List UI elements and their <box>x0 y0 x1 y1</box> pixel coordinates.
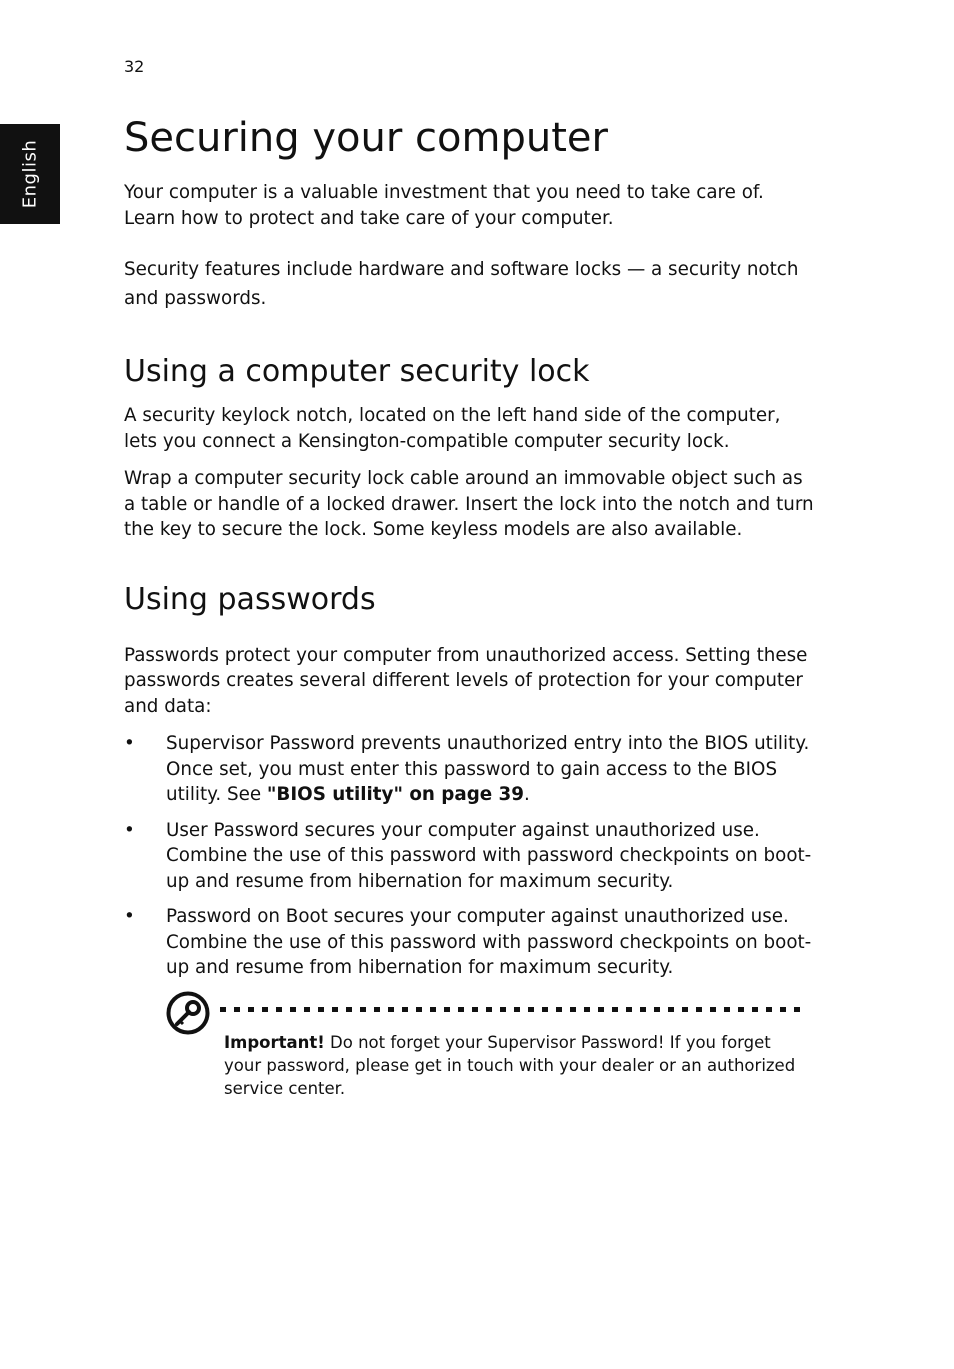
list-item <box>124 731 814 808</box>
password-list <box>124 731 814 981</box>
list-item-text: User Password secures your computer against unauthorized use. Combine the use of this password with password checkpoints on boot-up and resume from hibernation for maximum security. <box>166 819 812 892</box>
list-item-text: Supervisor Password prevents unauthorized entry into the BIOS utility. Once set, you must enter this password to gain access to the BIOS utility. See <box>166 733 810 805</box>
section-heading-security-lock: Using a computer security lock <box>124 354 590 389</box>
list-item <box>124 904 814 981</box>
note-body: Do not forget your Supervisor Password! If you forget your password, please get in touch with your dealer or an authorized service center. <box>224 1032 796 1098</box>
intro-paragraph: Your computer is a valuable investment that you need to take care of. Learn how to protect and take care of your computer. <box>124 182 764 229</box>
lock-paragraph: A security keylock notch, located on the left hand side of the computer, lets you connect a Kensington-compatible computer security lock. <box>124 405 781 452</box>
bios-utility-link[interactable]: "BIOS utility" on page 39 <box>266 784 524 805</box>
intro-paragraph: Security features include hardware and software locks — a security notch and passwords. <box>124 259 799 309</box>
dotted-separator <box>220 1007 804 1012</box>
section-heading-passwords: Using passwords <box>124 581 376 617</box>
list-item <box>124 818 814 895</box>
lock-paragraph: Wrap a computer security lock cable around an immovable object such as a table or handle of a locked drawer. Insert the lock into the notch and turn the key to secure the lock. Some keyless models are also available. <box>124 468 814 540</box>
language-tab <box>0 124 60 224</box>
passwords-intro: Passwords protect your computer from unauthorized access. Setting these passwords creates several different levels of protection for your computer and data: <box>124 644 808 717</box>
page-title: Securing your computer <box>124 115 608 161</box>
language-tab-label: English <box>19 139 41 209</box>
page-number: 32 <box>124 57 145 76</box>
bullet-icon: • <box>124 819 135 841</box>
list-item-text-end: . <box>524 784 530 805</box>
important-note <box>124 991 814 1121</box>
bullet-icon: • <box>124 733 135 754</box>
note-text <box>224 1031 804 1100</box>
bullet-icon: • <box>124 906 135 927</box>
page-content <box>124 112 814 1121</box>
list-item-text: Password on Boot secures your computer against unauthorized use. Combine the use of this password with password checkpoints on boot-up and resume from hibernation for maximum security. <box>166 906 812 978</box>
important-key-icon <box>166 991 210 1035</box>
note-label: Important! <box>224 1032 325 1052</box>
